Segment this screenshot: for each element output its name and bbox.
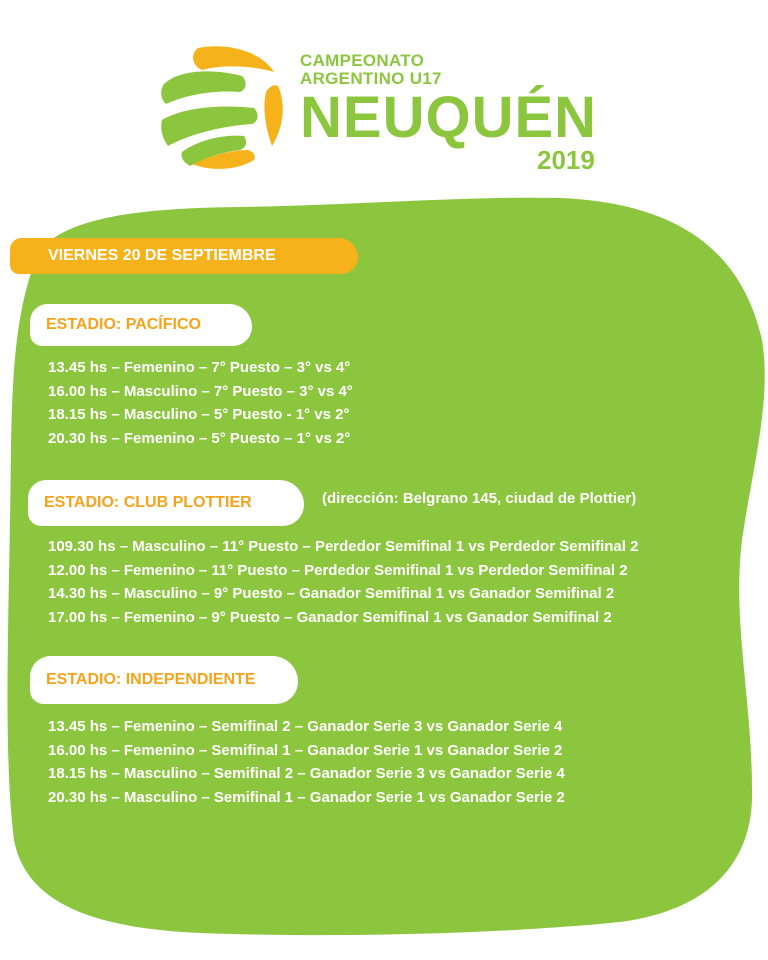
- venue-plottier-address: (dirección: Belgrano 145, ciudad de Plottier): [322, 490, 637, 507]
- venue-independiente-matches: [48, 715, 565, 809]
- header-city: NEUQUÉN: [300, 85, 598, 150]
- basketball-logo-icon: [158, 42, 288, 172]
- match-item: 18.15 hs – Masculino – Semifinal 2 – Ganador Serie 3 vs Ganador Serie 4: [48, 765, 565, 782]
- venue-plottier-pill: [28, 480, 304, 526]
- day-label: VIERNES 20 DE SEPTIEMBRE: [48, 247, 276, 264]
- venue-name: ESTADIO: INDEPENDIENTE: [46, 671, 256, 688]
- match-item: 18.15 hs – Masculino – 5° Puesto - 1° vs 2°: [48, 406, 350, 423]
- venue-name: ESTADIO: PACÍFICO: [46, 316, 201, 333]
- match-item: 20.30 hs – Masculino – Semifinal 1 – Ganador Serie 1 vs Ganador Serie 2: [48, 788, 565, 806]
- venue-independiente-pill: [30, 656, 298, 704]
- match-item: 20.30 hs – Femenino – 5° Puesto – 1° vs 2°: [48, 429, 351, 447]
- match-item: 17.00 hs – Femenino – 9° Puesto – Ganador Semifinal 1 vs Ganador Semifinal 2: [48, 608, 612, 626]
- venue-plottier-matches: [48, 535, 638, 629]
- match-item: 16.00 hs – Masculino – 7° Puesto – 3° vs 4°: [48, 382, 353, 400]
- match-item: 12.00 hs – Femenino – 11° Puesto – Perdedor Semifinal 1 vs Perdedor Semifinal 2: [48, 561, 628, 579]
- match-item: 109.30 hs – Masculino – 11° Puesto – Perdedor Semifinal 1 vs Perdedor Semifinal 2: [48, 538, 639, 555]
- header-year: 2019: [537, 145, 595, 175]
- header-line2: ARGENTINO U17: [300, 69, 442, 88]
- venue-pacifico-pill: [30, 304, 252, 346]
- match-item: 16.00 hs – Femenino – Semifinal 1 – Ganador Serie 1 vs Ganador Serie 2: [48, 741, 563, 759]
- venue-name: ESTADIO: CLUB PLOTTIER: [44, 494, 252, 511]
- header-line1: CAMPEONATO: [300, 51, 425, 70]
- match-item: 13.45 hs – Femenino – Semifinal 2 – Ganador Serie 3 vs Ganador Serie 4: [48, 718, 563, 735]
- match-item: 13.45 hs – Femenino – 7° Puesto – 3° vs 4°: [48, 359, 351, 376]
- match-item: 14.30 hs – Masculino – 9° Puesto – Ganador Semifinal 1 vs Ganador Semifinal 2: [48, 585, 615, 602]
- venue-pacifico-matches: [48, 356, 353, 450]
- day-banner: [10, 238, 358, 274]
